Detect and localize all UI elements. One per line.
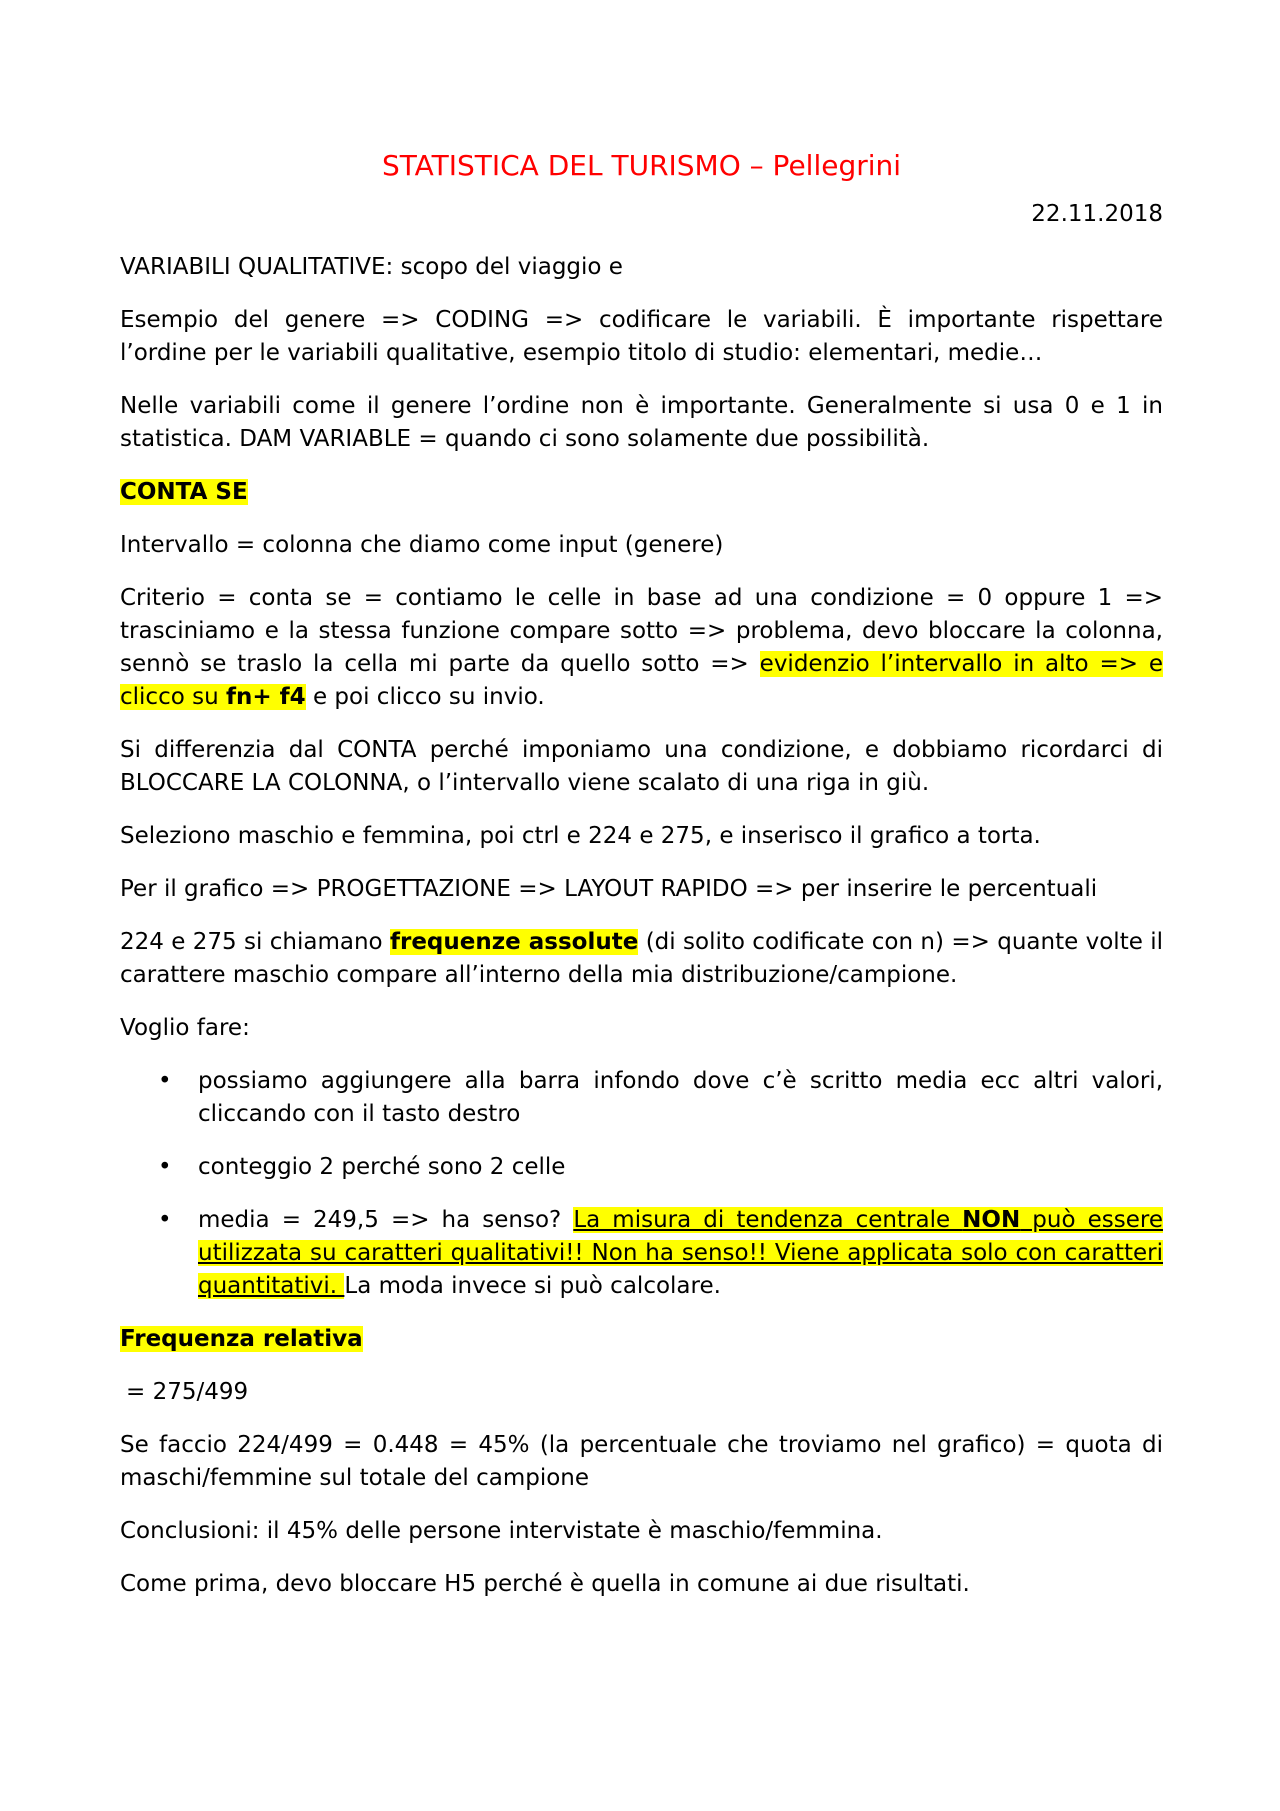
document-date: 22.11.2018 <box>1031 201 1163 227</box>
media-warning-non: NON <box>962 1207 1021 1233</box>
bullet-list <box>120 1065 1163 1303</box>
paragraph-coding: Esempio del genere => CODING => codificare le variabili. È importante rispettare l’ordine per le variabili qualitative, esempio titolo di studio: elementari, medie… <box>120 307 1163 366</box>
bullet-icon: • <box>158 1068 172 1094</box>
list-item <box>120 1204 1163 1303</box>
paragraph-se-faccio: Se faccio 224/499 = 0.448 = 45% (la percentuale che troviamo nel grafico) = quota di maschi/femmine sul totale del campione <box>120 1432 1163 1491</box>
paragraph-frequenze-assolute <box>120 926 1163 992</box>
bullet-icon: • <box>158 1154 172 1180</box>
freq-assolute-term: frequenze assolute <box>389 929 639 955</box>
paragraph-ordine: Nelle variabili come il genere l’ordine non è importante. Generalmente si usa 0 e 1 in statistica. DAM VARIABLE = quando ci sono solamente due possibilità. <box>120 393 1163 452</box>
paragraph-grafico: Per il grafico => PROGETTAZIONE => LAYOUT RAPIDO => per inserire le percentuali <box>120 876 1098 902</box>
paragraph-intervallo: Intervallo = colonna che diamo come input (genere) <box>120 532 724 558</box>
paragraph-differenzia: Si differenzia dal CONTA perché imponiamo una condizione, e dobbiamo ricordarci di BLOCCARE LA COLONNA, o l’intervallo viene scalato di una riga in giù. <box>120 737 1163 796</box>
criterio-highlight-text: evidenzio l’intervallo in alto => e clicco su <box>120 651 1164 710</box>
list-item-text: possiamo aggiungere alla barra infondo dove c’è scritto media ecc altri valori, cliccando con il tasto destro <box>198 1068 1163 1127</box>
paragraph-frazione: = 275/499 <box>126 1379 249 1405</box>
freq-assolute-rest: (di solito codificate con n) => quante volte il carattere maschio compare all’interno della mia distribuzione/campione. <box>120 929 1164 988</box>
freq-assolute-lead: 224 e 275 si chiamano <box>120 929 390 955</box>
media-warning-text-rest: può essere utilizzata su caratteri qualitativi!! Non ha senso!! Viene applicata solo con caratteri quantitativi. <box>198 1207 1163 1299</box>
list-item <box>120 1065 1163 1131</box>
paragraph-criterio <box>120 582 1163 714</box>
list-item-text: media = 249,5 => ha senso? <box>198 1207 574 1233</box>
heading-frequenza-relativa <box>120 1323 1163 1356</box>
criterio-end: e poi clicco su invio. <box>305 684 545 710</box>
heading-conta-se-text: CONTA SE <box>120 479 248 505</box>
paragraph-variabili-qualitative: VARIABILI QUALITATIVE: scopo del viaggio e <box>120 254 623 280</box>
moda-note: La moda invece si può calcolare. <box>344 1273 721 1299</box>
document-title: STATISTICA DEL TURISMO – Pellegrini <box>381 149 902 182</box>
heading-frequenza-relativa-text: Frequenza relativa <box>120 1326 363 1352</box>
heading-conta-se <box>120 476 1163 509</box>
criterio-text: Criterio = conta se = contiamo le celle in base ad una condizione = 0 oppure 1 => trasciniamo e la stessa funzione compare sotto => problema, devo bloccare la colonna, sennò se traslo la cella mi parte da quello sotto => <box>120 585 1163 677</box>
paragraph-seleziono: Seleziono maschio e femmina, poi ctrl e 224 e 275, e inserisco il grafico a torta. <box>120 823 1041 849</box>
media-warning-text: La misura di tendenza centrale <box>573 1207 963 1233</box>
paragraph-voglio-fare: Voglio fare: <box>120 1015 250 1041</box>
bullet-icon: • <box>158 1207 172 1233</box>
list-item-text: conteggio 2 perché sono 2 celle <box>198 1154 566 1180</box>
paragraph-come-prima: Come prima, devo bloccare H5 perché è quella in comune ai due risultati. <box>120 1571 970 1597</box>
shortcut-fn-f4: fn+ f4 <box>225 684 306 710</box>
paragraph-conclusioni: Conclusioni: il 45% delle persone intervistate è maschio/femmina. <box>120 1518 883 1544</box>
list-item <box>120 1151 1163 1184</box>
